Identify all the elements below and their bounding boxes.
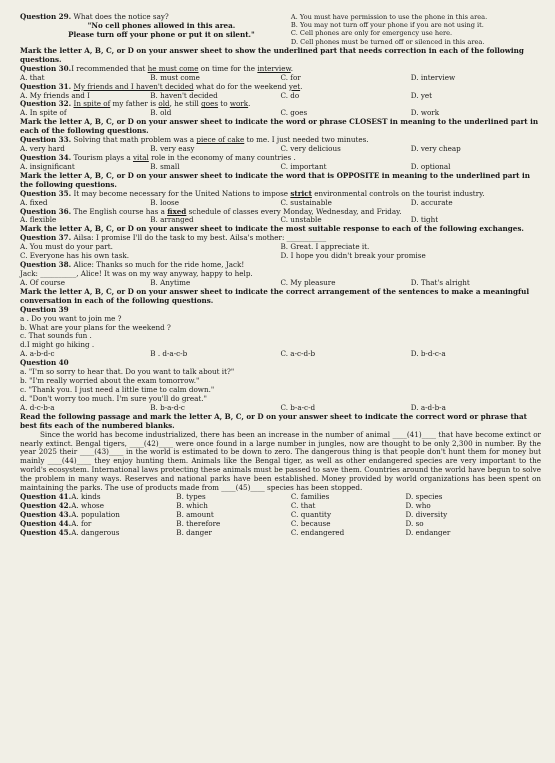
option-d[interactable]: D. so xyxy=(405,518,424,528)
question-text: what do for the weekend xyxy=(193,81,289,91)
option-c[interactable]: C. b-a-c-d xyxy=(280,402,316,412)
q40-line-b: b. "I'm really worried about the exam tomorrow." xyxy=(20,376,200,386)
question-text: to xyxy=(218,99,230,109)
question-text: role in the economy of many countries . xyxy=(148,153,296,162)
option-c[interactable]: C. goes xyxy=(280,108,308,118)
option-a[interactable]: A. Of course xyxy=(20,277,65,287)
option-b[interactable]: B. which xyxy=(176,500,208,510)
option-c[interactable]: C. unstable xyxy=(280,215,322,225)
question-text: on time for the xyxy=(198,63,258,73)
question-text: Solving that math problem was a xyxy=(71,135,197,145)
option-a[interactable]: A. whose xyxy=(71,500,104,510)
option-b[interactable]: B. small xyxy=(150,161,180,171)
q40-line-a: a. "I'm so sorry to hear that. Do you want to talk about it?" xyxy=(20,367,235,377)
question-label: Question 34. xyxy=(20,153,72,162)
underlined-part: vital xyxy=(132,153,149,162)
option-a[interactable]: A. population xyxy=(71,509,120,519)
option-b[interactable]: B. b-a-d-c xyxy=(150,402,185,412)
option-c[interactable]: C. because xyxy=(290,518,331,528)
option-c[interactable]: C. Cell phones are only for emergency use here. xyxy=(290,29,453,38)
instruction-response: Mark the letter A, B, C, or D on your answer sheet to indicate the most suitable response to each of the following exchanges. xyxy=(20,224,524,234)
option-d[interactable]: D. b-d-c-a xyxy=(410,349,446,359)
question-label: Question 36. xyxy=(20,206,72,216)
question-label: Question 37. xyxy=(20,233,72,243)
option-d[interactable]: D. endanger xyxy=(405,527,451,537)
option-c[interactable]: C. a-c-d-b xyxy=(280,349,316,359)
question-stem: What does the notice say? xyxy=(73,12,169,21)
question-label: Question 45. xyxy=(20,527,72,537)
question-label: Question 42. xyxy=(20,500,72,510)
options-39 xyxy=(20,350,541,359)
underlined-part: yet xyxy=(288,81,301,91)
question-40-label: Question 40 xyxy=(20,358,69,368)
option-c[interactable]: C. important xyxy=(280,161,327,171)
option-b[interactable]: B. Great. I appreciate it. xyxy=(280,242,370,252)
option-a[interactable]: A. My friends and I xyxy=(20,90,90,100)
question-29 xyxy=(20,13,541,46)
option-c[interactable]: C. Everyone has his own task. xyxy=(20,251,130,261)
instruction-passage: Read the following passage and mark the letter A, B, C, or D on your answer sheet to indicate the correct word or phrase that best fits each of the numbered blanks. xyxy=(20,411,527,430)
option-a[interactable]: A. insignificant xyxy=(20,161,75,171)
option-b[interactable]: B. types xyxy=(176,492,206,502)
option-a[interactable]: A. for xyxy=(71,518,92,528)
underlined-part: work xyxy=(229,99,249,109)
question-label: Question 32. xyxy=(20,99,72,109)
option-a[interactable]: A. very hard xyxy=(20,144,65,154)
option-c[interactable]: C. for xyxy=(280,72,301,82)
question-text: environmental controls on the tourist industry. xyxy=(311,188,485,198)
options-43 xyxy=(20,511,541,520)
underlined-part: My friends and I haven't decided xyxy=(73,81,194,91)
question-label: Question 35. xyxy=(20,188,72,198)
question-label: Question 41. xyxy=(20,492,72,502)
option-a[interactable]: A. dangerous xyxy=(71,527,120,537)
question-label: Question 38. xyxy=(20,260,72,270)
option-d[interactable]: D. who xyxy=(405,500,431,510)
question-text: Tourism plays a xyxy=(71,153,133,162)
option-a[interactable]: A. d-c-b-a xyxy=(20,402,55,412)
option-c[interactable]: C. My pleasure xyxy=(280,277,336,287)
question-text: I recommended that xyxy=(71,63,148,73)
reading-passage: Since the world has become industrialized, there has been an increase in the number of animal ____(41)____ that have become extinct or nearly extinct. Bengal tigers, ____(42)____ were once found in a large number in jungles, now are thought to be only 2,300 in number. By the year 2025 their ____(43)____ in the world is estimated to be down to zero. The dangerous thing is that people don't hunt them for money but mainly ____(44)____ they enjoy hunting them. Animals like the Bengal tiger, as well as other endangered species are very important to the world's ecosystem. International laws protecting these animals must be passed to save them. Countries around the world have begun to solve the problem in many ways. Reserves and national parks have been established. Money provided by world organizations has been spent on maintaining the parks. The use of products made from ____(45)____ species has been stopped. xyxy=(20,429,541,493)
option-c[interactable]: C. families xyxy=(290,492,330,502)
option-d[interactable]: D. I hope you didn't break your promise xyxy=(280,251,426,261)
q40-line-c: c. "Thank you. I just need a little time to calm down." xyxy=(20,384,215,394)
q39-line-b: b. What are your plans for the weekend ? xyxy=(20,322,171,332)
instruction-arrangement: Mark the letter A, B, C, or D on your answer sheet to indicate the correct arrangement of the sentences to make a meaningful conversation in each of the following questions. xyxy=(20,286,530,305)
option-b[interactable]: B. therefore xyxy=(176,518,221,528)
option-d[interactable]: D. species xyxy=(405,492,443,502)
option-b[interactable]: B . d-a-c-b xyxy=(150,349,188,359)
option-d[interactable]: D. That's alright xyxy=(410,277,470,287)
option-b[interactable]: B. loose xyxy=(150,197,179,207)
question-text: to me. I just needed two minutes. xyxy=(244,135,369,145)
option-b[interactable]: B. haven't decided xyxy=(150,90,218,100)
option-a[interactable]: A. a-b-d-c xyxy=(20,349,55,359)
option-d[interactable]: D. yet xyxy=(410,90,433,100)
q40-line-d: d. "Don't worry too much. I'm sure you'll do great." xyxy=(20,393,207,403)
option-c[interactable]: C. very delicious xyxy=(280,144,341,154)
underlined-part: In spite of xyxy=(73,99,111,109)
option-a[interactable]: A. flexible xyxy=(20,215,57,225)
option-b[interactable]: B. You may not turn off your phone if you are not using it. xyxy=(290,21,484,30)
option-c[interactable]: C. quantity xyxy=(290,509,331,519)
q39-line-c: c. That sounds fun . xyxy=(20,331,92,341)
option-b[interactable]: B. amount xyxy=(176,509,214,519)
question-text: . xyxy=(248,99,251,109)
option-a[interactable]: A. You must do your part. xyxy=(20,242,113,252)
question-label: Question 33. xyxy=(20,135,72,145)
option-b[interactable]: B. very easy xyxy=(150,144,195,154)
option-a[interactable]: A. You must have permission to use the phone in this area. xyxy=(290,13,488,21)
option-d[interactable]: D. accurate xyxy=(410,197,453,207)
option-c[interactable]: C. that xyxy=(290,500,316,510)
option-a[interactable]: A. kinds xyxy=(71,492,101,502)
option-a[interactable]: A. that xyxy=(20,72,45,82)
option-c[interactable]: C. do xyxy=(280,90,300,100)
option-c[interactable]: C. sustainable xyxy=(280,197,332,207)
instruction-closest: Mark the letter A, B, C, or D on your answer sheet to indicate the word or phrase CLOSEST in meaning to the underlined part in each of the following questions. xyxy=(20,117,539,136)
q39-line-a: a . Do you want to join me ? xyxy=(20,313,122,323)
option-d[interactable]: D. very cheap xyxy=(410,144,461,154)
question-text: Ailsa: I promise I'll do the task to my best. Ailsa's mother: ___________ xyxy=(71,233,327,243)
notice-line-1: "No cell phones allowed in this area. xyxy=(87,20,236,30)
option-a[interactable]: A. In spite of xyxy=(20,108,67,118)
question-text: , he still xyxy=(169,99,202,109)
option-b[interactable]: B. must come xyxy=(150,72,200,82)
underlined-part: he must come xyxy=(147,63,199,73)
underlined-part: interview xyxy=(257,63,291,73)
option-c[interactable]: C. endangered xyxy=(290,527,345,537)
option-a[interactable]: A. fixed xyxy=(20,197,48,207)
question-label: Question 31. xyxy=(20,81,72,91)
question-label: Question 43. xyxy=(20,509,72,519)
notice-line-2: Please turn off your phone or put it on silent." xyxy=(68,29,255,39)
question-text: . xyxy=(290,63,294,73)
underlined-part: piece of cake xyxy=(196,135,245,145)
option-d[interactable]: D. tight xyxy=(410,215,439,225)
option-d[interactable]: D. work xyxy=(410,108,440,118)
question-text: Alice: Thanks so much for the ride home, Jack! xyxy=(71,260,245,270)
option-d[interactable]: D. interview xyxy=(410,72,456,82)
option-d[interactable]: D. Cell phones must be turned off or silenced in this area. xyxy=(290,37,485,46)
option-b[interactable]: B. old xyxy=(150,108,172,118)
underlined-part: old xyxy=(158,99,170,109)
option-b[interactable]: B. danger xyxy=(176,527,212,537)
question-text: my father is xyxy=(110,99,159,109)
option-d[interactable]: D. optional xyxy=(410,161,451,171)
option-b[interactable]: B. arranged xyxy=(150,215,194,225)
option-d[interactable]: D. diversity xyxy=(405,509,448,519)
question-text: schedule of classes every Monday, Wednesday, and Friday. xyxy=(186,206,402,216)
underlined-part: goes xyxy=(201,99,219,109)
question-39-label: Question 39 xyxy=(20,304,69,314)
instruction-correction: Mark the letter A, B, C, or D on your answer sheet to show the underlined part that needs correction in each of the following questions. xyxy=(20,45,524,64)
option-d[interactable]: D. a-d-b-a xyxy=(410,402,446,412)
q39-line-d: d.I might go hiking . xyxy=(20,340,95,350)
question-label: Question 29. xyxy=(20,12,72,21)
instruction-opposite: Mark the letter A, B, C, or D on your answer sheet to indicate the word that is OPPOSITE in meaning to the underlined part in the following questions. xyxy=(20,170,530,189)
underlined-part: fixed xyxy=(167,206,187,216)
question-text: . xyxy=(300,81,303,91)
option-b[interactable]: B. Anytime xyxy=(150,277,191,287)
question-text: The English course has a xyxy=(71,206,168,216)
question-38-line2: Jack: __________, Alice! It was on my way anyway, happy to help. xyxy=(20,268,253,278)
question-label: Question 30. xyxy=(20,63,72,73)
question-text: It may become necessary for the United Nations to impose xyxy=(71,188,291,198)
question-label: Question 44. xyxy=(20,518,72,528)
options-45 xyxy=(20,529,541,538)
underlined-part: strict xyxy=(290,188,312,198)
